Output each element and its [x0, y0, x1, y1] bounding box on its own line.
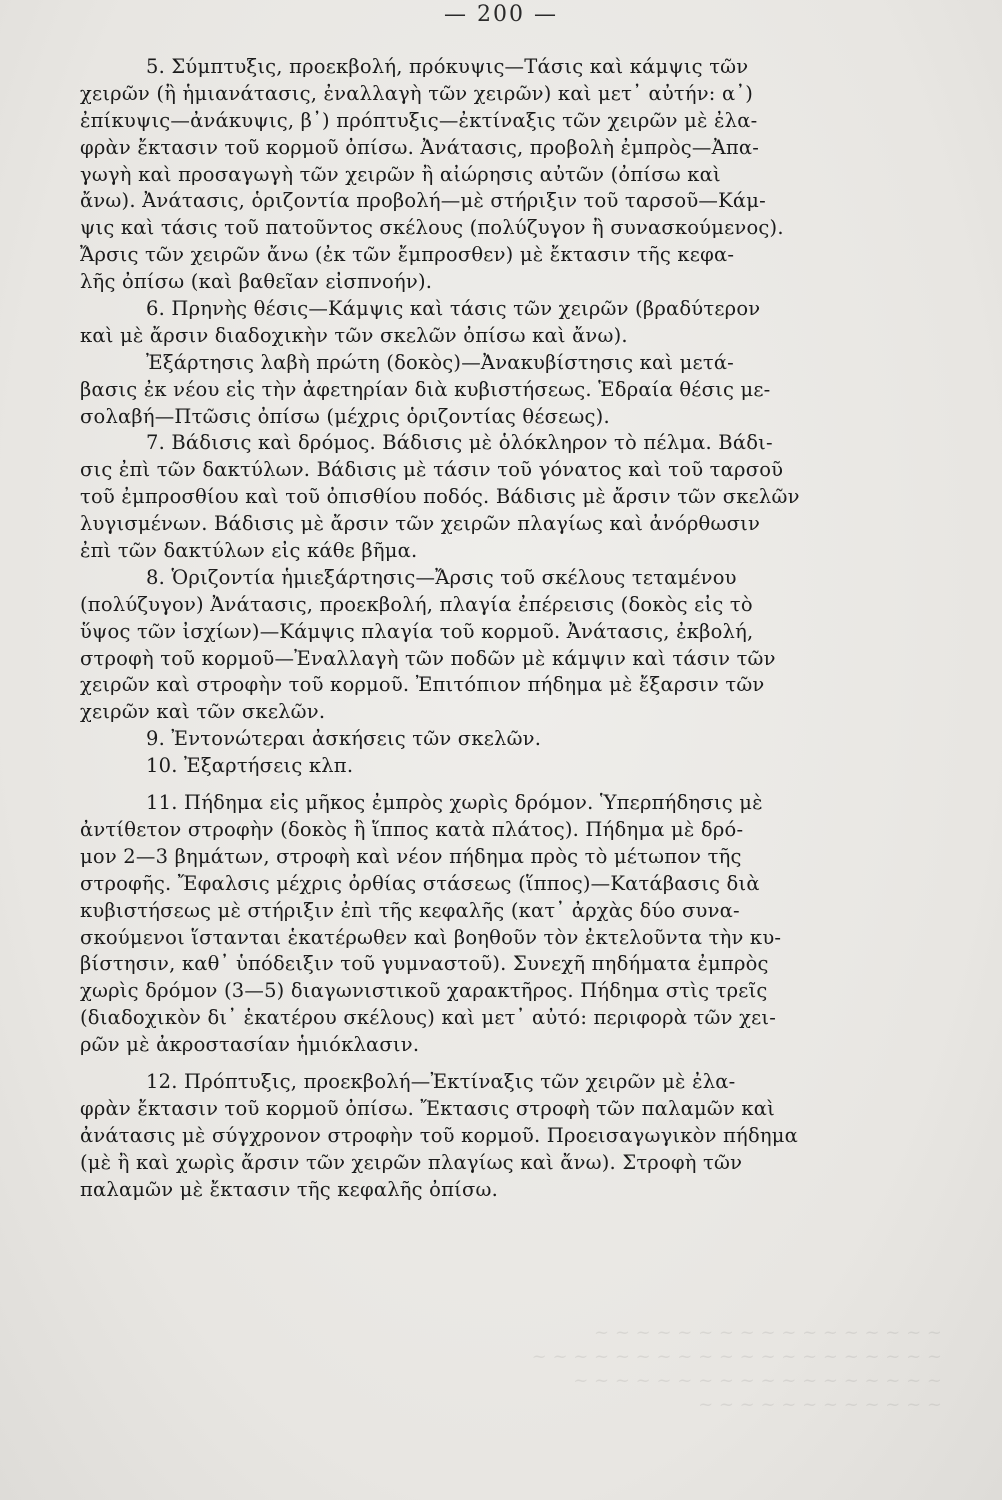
text-line: τοῦ ἐμπροσθίου καὶ τοῦ ὀπισθίου ποδός. Βάδισις μὲ ἄρσιν τῶν σκελῶν: [80, 485, 800, 509]
text-line: χειρῶν καὶ τῶν σκελῶν.: [80, 700, 326, 724]
text-line: σολαβή—Πτῶσις ὀπίσω (μέχρις ὁριζοντίας θέσεως).: [80, 404, 610, 428]
text-line: 5. Σύμπτυξις, προεκβολή, πρόκυψις—Τάσις καὶ κάμψις τῶν: [146, 55, 749, 78]
text-line: ψις καὶ τάσις τοῦ πατοῦντος σκέλους (πολύζυγον ἢ συνασκούμενος).: [80, 216, 784, 240]
text-line: (πολύζυγον) Ἀνάτασις, προεκβολή, πλαγία ἐπέρεισις (δοκὸς εἰς τὸ: [80, 592, 753, 616]
text-line: 12. Πρόπτυξις, προεκβολή—Ἐκτίναξις τῶν χειρῶν μὲ ἐλα-: [146, 1069, 736, 1093]
text-line: ἀνάτασις μὲ σύγχρονον στροφὴν τοῦ κορμοῦ. Προεισαγωγικὸν πήδημα: [80, 1123, 799, 1147]
text-line: 11. Πήδημα εἰς μῆκος ἐμπρὸς χωρὶς δρόμον. Ὑπερπήδησις μὲ: [146, 791, 763, 815]
bleed-through-mark: ~ ~ ~ ~ ~ ~ ~ ~ ~ ~ ~ ~ ~ ~ ~ ~ ~ ~ ~ ~: [531, 1346, 942, 1367]
paragraph-8: [80, 565, 880, 726]
bleed-through-mark: ~ ~ ~ ~ ~ ~ ~ ~ ~ ~ ~ ~ ~ ~ ~ ~ ~ ~: [573, 1370, 942, 1391]
text-line: βασις ἐκ νέου εἰς τὴν ἀφετηρίαν διὰ κυβιστήσεως. Ἑδραία θέσις με-: [80, 377, 771, 401]
paragraph-9: [80, 726, 880, 753]
text-line: καὶ μὲ ἄρσιν διαδοχικὴν τῶν σκελῶν ὀπίσω καὶ ἄνω).: [80, 323, 628, 347]
text-line: φρὰν ἔκτασιν τοῦ κορμοῦ ὀπίσω. Ἀνάτασις, προβολὴ ἐμπρὸς—Ἀπα-: [80, 135, 760, 159]
text-line: 9. Ἐντονώτεραι ἀσκήσεις τῶν σκελῶν.: [146, 727, 542, 751]
text-line: λυγισμένων. Βάδισις μὲ ἄρσιν τῶν χειρῶν πλαγίως καὶ ἀνόρθωσιν: [80, 512, 761, 536]
paragraph-6: [80, 296, 880, 430]
text-line: ρῶν μὲ ἀκροστασίαν ἡμιόκλασιν.: [80, 1033, 420, 1057]
text-line: γωγὴ καὶ προσαγωγὴ τῶν χειρῶν ἢ αἰώρησις αὐτῶν (ὀπίσω καὶ: [80, 162, 721, 186]
text-line: χωρὶς δρόμον (3—5) διαγωνιστικοῦ χαρακτῆρος. Πήδημα στὶς τρεῖς: [80, 979, 768, 1003]
text-line: σκούμενοι ἵστανται ἑκατέρωθεν καὶ βοηθοῦν τὸν ἐκτελοῦντα τὴν κυ-: [80, 925, 782, 949]
text-line: 8. Ὁριζοντία ἡμιεξάρτησις—Ἄρσις τοῦ σκέλους τεταμένου: [146, 565, 737, 589]
text-line: κυβιστήσεως μὲ στήριξιν ἐπὶ τῆς κεφαλῆς (κατ᾽ ἀρχὰς δύο συνα-: [80, 898, 740, 922]
text-line: 10. Ἐξαρτήσεις κλπ.: [146, 754, 354, 778]
paragraph-gap: [80, 1059, 880, 1069]
text-line: ἐπίκυψις—ἀνάκυψις, β᾽) πρόπτυξις—ἐκτίναξις τῶν χειρῶν μὲ ἐλα-: [80, 108, 758, 132]
text-line: Ἐξάρτησις λαβὴ πρώτη (δοκὸς)—Ἀνακυβίστησις καὶ μετά-: [146, 350, 734, 374]
text-line: ὕψος τῶν ἰσχίων)—Κάμψις πλαγία τοῦ κορμοῦ. Ἀνάτασις, ἐκβολή,: [80, 619, 754, 643]
text-line: στροφῆς. Ἔφαλσις μέχρις ὀρθίας στάσεως (ἵππος)—Κατάβασις διὰ: [80, 871, 760, 895]
text-line: λῆς ὀπίσω (καὶ βαθεῖαν εἰσπνοήν).: [80, 270, 433, 294]
text-line: χειρῶν (ἢ ἡμιανάτασις, ἐναλλαγὴ τῶν χειρῶν) καὶ μετ᾽ αὐτήν: α᾽): [80, 81, 754, 105]
bleed-through-mark: ~ ~ ~ ~ ~ ~ ~ ~ ~ ~ ~ ~: [698, 1394, 942, 1415]
paragraph-5: [80, 54, 880, 296]
text-line: φρὰν ἔκτασιν τοῦ κορμοῦ ὀπίσω. Ἔκτασις στροφὴ τῶν παλαμῶν καὶ: [80, 1096, 776, 1120]
paragraph-11: [80, 790, 880, 1059]
paragraph-10: [80, 753, 880, 780]
text-line: ἐπὶ τῶν δακτύλων εἰς κάθε βῆμα.: [80, 539, 418, 563]
text-line: (μὲ ἢ καὶ χωρὶς ἄρσιν τῶν χειρῶν πλαγίως καὶ ἄνω). Στροφὴ τῶν: [80, 1150, 743, 1174]
text-line: Ἄρσις τῶν χειρῶν ἄνω (ἐκ τῶν ἔμπροσθεν) μὲ ἔκτασιν τῆς κεφα-: [80, 243, 735, 267]
paragraph-gap: [80, 780, 880, 790]
paragraph-7: [80, 430, 880, 564]
page-number: — 200 —: [444, 2, 558, 27]
text-line: παλαμῶν μὲ ἔκτασιν τῆς κεφαλῆς ὀπίσω.: [80, 1177, 498, 1201]
text-line: 6. Πρηνὴς θέσις—Κάμψις καὶ τάσις τῶν χειρῶν (βραδύτερον: [146, 297, 761, 321]
text-line: σις ἐπὶ τῶν δακτύλων. Βάδισις μὲ τάσιν τοῦ γόνατος καὶ τοῦ ταρσοῦ: [80, 458, 784, 482]
text-line: μον 2—3 βημάτων, στροφὴ καὶ νέον πήδημα πρὸς τὸ μέτωπον τῆς: [80, 844, 742, 868]
text-line: βίστησιν, καθ᾽ ὑπόδειξιν τοῦ γυμναστοῦ). Συνεχῆ πηδήματα ἐμπρὸς: [80, 952, 769, 976]
text-line: ἀντίθετον στροφὴν (δοκὸς ἢ ἵππος κατὰ πλάτος). Πήδημα μὲ δρό-: [80, 817, 744, 841]
paragraph-12: [80, 1069, 880, 1203]
text-line: στροφὴ τοῦ κορμοῦ—Ἐναλλαγὴ τῶν ποδῶν μὲ κάμψιν καὶ τάσιν τῶν: [80, 646, 776, 670]
text-line: χειρῶν καὶ στροφὴν τοῦ κορμοῦ. Ἐπιτόπιον πήδημα μὲ ἔξαρσιν τῶν: [80, 673, 765, 697]
text-line: ἄνω). Ἀνάτασις, ὁριζοντία προβολή—μὲ στήριξιν τοῦ ταρσοῦ—Κάμ-: [80, 189, 766, 213]
body-text: [80, 54, 880, 1203]
text-line: (διαδοχικὸν δι᾽ ἑκατέρου σκέλους) καὶ μετ᾽ αὐτό: περιφορὰ τῶν χει-: [80, 1006, 777, 1030]
bleed-through-mark: ~ ~ ~ ~ ~ ~ ~ ~ ~ ~ ~ ~ ~ ~ ~ ~ ~: [594, 1322, 942, 1343]
text-line: 7. Βάδισις καὶ δρόμος. Βάδισις μὲ ὁλόκληρον τὸ πέλμα. Βάδι-: [146, 431, 773, 455]
